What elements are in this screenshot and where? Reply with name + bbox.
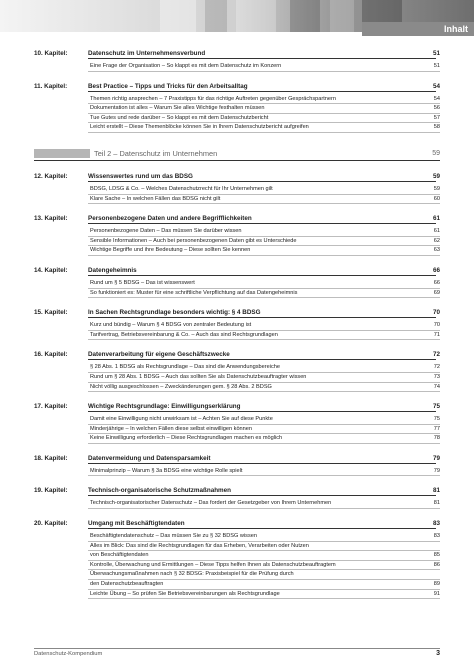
chapter-number: 16. Kapitel: [34, 351, 68, 359]
entry-page: 91 [433, 590, 440, 597]
chapter-number: 12. Kapitel: [34, 172, 68, 180]
toc-entry[interactable] [88, 227, 440, 237]
entry-text: Technisch-organisatorischer Datenschutz – Das fordert der Gesetzgeber von Ihrem Unternehmen [90, 500, 332, 507]
chapter-title: Wissenswertes rund um das BDSG [88, 171, 436, 182]
entry-page: 75 [433, 416, 440, 423]
chapter-number: 17. Kapitel: [34, 403, 68, 411]
chapter-title: Best Practice – Tipps und Tricks für den Arbeitsalltag [88, 81, 436, 92]
chapter-heading[interactable] [0, 48, 474, 60]
chapter-title: Datengeheimnis [88, 265, 436, 276]
toc-entry[interactable] [88, 123, 440, 133]
part-heading[interactable] [34, 147, 440, 161]
toc-entry[interactable] [88, 580, 440, 590]
chapter [0, 401, 474, 444]
entry-page: 79 [433, 467, 440, 474]
chapter-number: 19. Kapitel: [34, 487, 68, 495]
entry-text: Überwachungsmaßnahmen nach § 32 BDSG: Praxisbeispiel für die Prüfung durch [90, 571, 294, 578]
chapter-page: 75 [432, 403, 440, 411]
entry-list [88, 185, 440, 204]
chapter-page: 54 [432, 82, 440, 90]
toc-entry[interactable] [88, 570, 440, 580]
chapter-title: Datenverarbeitung für eigene Geschäftszwecke [88, 349, 436, 360]
chapter-heading[interactable] [0, 485, 474, 497]
chapter-group-before [0, 48, 474, 133]
chapter [0, 453, 474, 477]
chapter [0, 307, 474, 340]
chapter [0, 265, 474, 298]
entry-text: Nicht völlig ausgeschlossen – Zweckänderungen gem. § 28 Abs. 2 BDSG [90, 383, 272, 390]
toc-entry[interactable] [88, 331, 440, 341]
entry-page: 66 [433, 279, 440, 286]
table-of-contents [0, 48, 474, 608]
entry-text: den Datenschutzbeauftragten [90, 581, 164, 588]
entry-text: Keine Einwilligung erforderlich – Diese Rechtsgrundlagen machen es möglich [90, 435, 283, 442]
entry-page: 56 [433, 105, 440, 112]
toc-entry[interactable] [88, 467, 440, 477]
part-page: 59 [432, 149, 440, 157]
toc-entry[interactable] [88, 114, 440, 124]
entry-text: Leichte Übung – So prüfen Sie Betriebsvereinbarungen als Rechtsgrundlage [90, 590, 280, 597]
entry-page: 77 [433, 425, 440, 432]
toc-entry[interactable] [88, 104, 440, 114]
chapter-page: 70 [432, 309, 440, 317]
entry-page: 73 [433, 373, 440, 380]
chapter-title: Datenschutz im Unternehmensverbund [88, 48, 436, 59]
toc-entry[interactable] [88, 185, 440, 195]
chapter-number: 10. Kapitel: [34, 50, 68, 57]
chapter-page: 66 [432, 266, 440, 274]
toc-entry[interactable] [88, 95, 440, 105]
toc-entry[interactable] [88, 246, 440, 256]
entry-page: 51 [433, 63, 440, 69]
entry-text: Personenbezogene Daten – Das müssen Sie darüber wissen [90, 228, 242, 235]
entry-text: Kurz und bündig – Warum § 4 BDSG von zentraler Bedeutung ist [90, 322, 252, 329]
entry-text: Tarifvertrag, Betriebsvereinbarung & Co. – Auch das sind Rechtsgrundlagen [90, 331, 278, 338]
entry-text: Eine Frage der Organisation – So klappt es mit dem Datenschutz im Konzern [90, 63, 282, 69]
toc-entry[interactable] [88, 289, 440, 299]
footer-title: Datenschutz-Kompendium [34, 651, 103, 657]
entry-page: 85 [433, 552, 440, 559]
entry-text: Minimalprinzip – Warum § 3a BDSG eine wichtige Rolle spielt [90, 467, 243, 474]
entry-list [88, 363, 440, 392]
chapter-title: Personenbezogene Daten und andere Begrifflichkeiten [88, 213, 436, 224]
chapter-number: 18. Kapitel: [34, 454, 68, 462]
toc-entry[interactable] [88, 434, 440, 444]
entry-page: 59 [433, 185, 440, 192]
entry-page: 58 [433, 124, 440, 131]
entry-page: 62 [433, 237, 440, 244]
entry-page: 60 [433, 195, 440, 202]
entry-text: Rund um § 5 BDSG – Das ist wissenswert [90, 279, 195, 286]
chapter [0, 213, 474, 256]
entry-text: Tue Gutes und rede darüber – So klappt es mit dem Datenschutzbericht [90, 114, 269, 121]
chapter-page: 83 [432, 520, 440, 528]
entry-text: Themen richtig ansprechen – 7 Praxistipps für das richtige Auftreten gegenüber Gesprächspartnern [90, 95, 336, 102]
chapter-number: 13. Kapitel: [34, 215, 68, 223]
toc-entry[interactable] [88, 373, 440, 383]
chapter-page: 79 [432, 454, 440, 462]
entry-text: Leicht erstellt – Diese Themenblöcke können Sie in Ihrem Datenschutzbericht aufgreifen [90, 124, 309, 131]
toc-entry[interactable] [88, 363, 440, 373]
chapter-number: 15. Kapitel: [34, 309, 68, 317]
entry-text: Dokumentation ist alles – Warum Sie alles Wichtige festhalten müssen [90, 105, 265, 112]
entry-text: Klare Sache – In welchen Fällen das BDSG nicht gilt [90, 195, 221, 202]
entry-list [88, 321, 440, 340]
chapter [0, 48, 474, 72]
entry-list [88, 467, 440, 477]
chapter-title: Umgang mit Beschäftigtendaten [88, 518, 436, 529]
entry-list [88, 62, 440, 72]
toc-entry[interactable] [88, 590, 440, 600]
chapter-heading[interactable] [0, 401, 474, 413]
entry-page: 81 [433, 500, 440, 507]
chapter-heading[interactable] [0, 349, 474, 361]
chapter-heading[interactable] [0, 81, 474, 93]
chapter-heading[interactable] [0, 265, 474, 277]
toc-entry[interactable] [88, 62, 440, 72]
toc-entry[interactable] [88, 279, 440, 289]
toc-entry[interactable] [88, 415, 440, 425]
entry-text: BDSG, LDSG & Co. – Welches Datenschutzrecht für Ihr Unternehmen gilt [90, 185, 273, 192]
chapter-number: 11. Kapitel: [34, 82, 68, 90]
entry-page: 72 [433, 364, 440, 371]
part-marker [34, 149, 90, 158]
chapter [0, 349, 474, 392]
entry-list [88, 227, 440, 256]
toc-entry[interactable] [88, 499, 440, 509]
page-number: 3 [436, 650, 440, 657]
chapter [0, 81, 474, 133]
chapter-heading[interactable] [0, 518, 474, 530]
chapter-title: Datenvermeidung und Datensparsamkeit [88, 453, 436, 464]
section-title: Inhalt [362, 22, 474, 36]
entry-page: 69 [433, 289, 440, 296]
entry-text: Rund um § 28 Abs. 1 BDSG – Auch das sollten Sie als Datenschutzbeauftragter wissen [90, 373, 307, 380]
entry-page: 89 [433, 581, 440, 588]
part-label: Teil 2 – Datenschutz im Unternehmen [94, 148, 218, 158]
toc-entry[interactable] [88, 383, 440, 393]
entry-page: 83 [433, 533, 440, 540]
entry-text: So funktioniert es: Muster für eine schriftliche Verpflichtung auf das Datengeheimnis [90, 289, 298, 296]
entry-list [88, 532, 440, 599]
entry-page: 61 [433, 228, 440, 235]
entry-text: Wichtige Begriffe und ihre Bedeutung – Diese sollten Sie kennen [90, 247, 251, 254]
chapter-heading[interactable] [0, 307, 474, 319]
toc-entry[interactable] [88, 532, 440, 542]
chapter [0, 171, 474, 204]
chapter-number: 14. Kapitel: [34, 266, 68, 274]
entry-text: Alles im Blick: Das sind die Rechtsgrundlagen für das Erheben, Verarbeiten oder Nutzen [90, 542, 309, 549]
toc-entry[interactable] [88, 542, 440, 552]
chapter-group-after [0, 171, 474, 599]
entry-page: 86 [433, 561, 440, 568]
chapter-title: Technisch-organisatorische Schutzmaßnahmen [88, 485, 436, 496]
chapter-page: 81 [432, 487, 440, 495]
toc-entry[interactable] [88, 321, 440, 331]
entry-list [88, 279, 440, 298]
entry-text: Minderjährige – In welchen Fällen diese selbst einwilligen können [90, 425, 253, 432]
entry-page: 71 [433, 331, 440, 338]
chapter-page: 59 [432, 172, 440, 180]
entry-text: Damit eine Einwilligung nicht unwirksam ist – Achten Sie auf diese Punkte [90, 416, 273, 423]
entry-list [88, 415, 440, 444]
chapter [0, 518, 474, 599]
toc-entry[interactable] [88, 195, 440, 205]
toc-entry[interactable] [88, 561, 440, 571]
chapter-heading[interactable] [0, 213, 474, 225]
chapter-title: In Sachen Rechtsgrundlage besonders wichtig: § 4 BDSG [88, 307, 436, 318]
entry-text: von Beschäftigtendaten [90, 552, 149, 559]
page-footer [34, 648, 440, 658]
chapter-heading[interactable] [0, 453, 474, 465]
entry-text: Sensible Informationen – Auch bei personenbezogenen Daten gibt es Unterschiede [90, 237, 297, 244]
chapter-number: 20. Kapitel: [34, 520, 68, 528]
chapter-page: 61 [432, 215, 440, 223]
entry-list [88, 499, 440, 509]
toc-entry[interactable] [88, 425, 440, 435]
chapter-page: 51 [432, 50, 440, 57]
entry-page: 54 [433, 95, 440, 102]
entry-page: 57 [433, 114, 440, 121]
chapter-heading[interactable] [0, 171, 474, 183]
chapter [0, 485, 474, 509]
entry-text: Beschäftigtendatenschutz – Das müssen Sie zu § 32 BDSG wissen [90, 533, 257, 540]
entry-list [88, 95, 440, 133]
chapter-page: 72 [432, 351, 440, 359]
entry-page: 78 [433, 435, 440, 442]
entry-page: 63 [433, 247, 440, 254]
toc-entry[interactable] [88, 551, 440, 561]
toc-entry[interactable] [88, 237, 440, 247]
entry-text: § 28 Abs. 1 BDSG als Rechtsgrundlage – Das sind die Anwendungsbereiche [90, 364, 280, 371]
chapter-title: Wichtige Rechtsgrundlage: Einwilligungserklärung [88, 401, 436, 412]
entry-text: Kontrolle, Überwachung und Ermittlungen – Diese Tipps helfen Ihnen als Datenschutzbeauftragtem [90, 561, 336, 568]
entry-page: 70 [433, 322, 440, 329]
entry-page: 74 [433, 383, 440, 390]
